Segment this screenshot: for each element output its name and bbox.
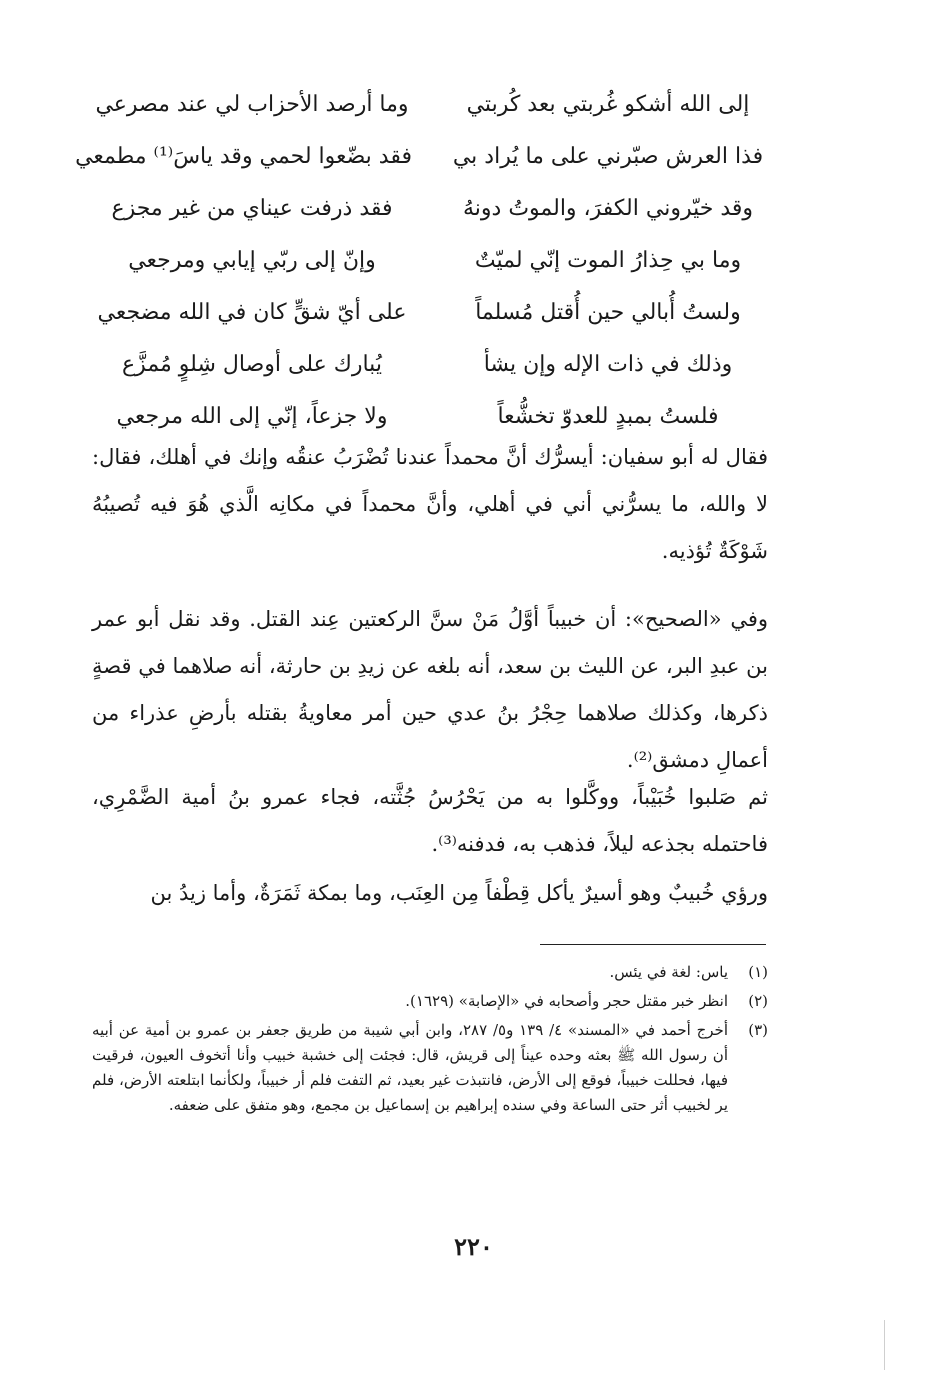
poem-verse <box>92 78 768 130</box>
poem-verse <box>92 286 768 338</box>
verse-first-hemistich: وذلك في ذات الإله وإن يشأ <box>483 351 733 377</box>
verse-second-hemistich: وما أرصد الأحزاب لي عند مصرعي <box>95 91 409 117</box>
footnote-text: انظر خبر مقتل حجر وأصحابه في «الإصابة» (١٦٢٩). <box>405 992 728 1010</box>
footnote-divider <box>540 944 766 945</box>
verse-second-hemistich: فقد ذرفت عيناي من غير مجزع <box>111 195 393 221</box>
footnote <box>92 989 768 1014</box>
verse-second-hemistich: ولا جزعاً، إنّي إلى الله مرجعي <box>116 403 388 429</box>
poem <box>75 78 768 442</box>
poem-verse <box>92 234 768 286</box>
footnote-number: (١) <box>748 963 768 981</box>
verse-second-hemistich: يُبارك على أوصال شِلوٍ مُمزَّع <box>122 351 382 377</box>
footnotes <box>92 960 768 1122</box>
paragraph-grapes: ورؤي خُبيبٌ وهو أسيرٌ يأكل قِطْفاً مِن العِنَب، وما بمكة ثَمَرَةٌ، وأما زيدُ بن <box>150 881 768 905</box>
footnote-number: (٣) <box>748 1021 768 1039</box>
poem-verse <box>75 130 768 182</box>
verse-second-hemistich: وإنّ إلى ربّي إيابي ومرجعي <box>128 247 376 273</box>
verse-first-hemistich: فذا العرش صبّرني على ما يُراد بي <box>452 143 764 169</box>
poem-verse <box>92 338 768 390</box>
footnote-text: أخرج أحمد في «المسند» ٤/ ١٣٩ و٥/ ٢٨٧، وابن أبي شيبة من طريق جعفر بن عمرو بن أمية عن أبيه أن رسول الله ﷺ بعثه وحده عيناً إلى قريش، قال: فجئت إلى خشبة خبيب وأنا أتخوف العيون، فرقيت فيها، فحللت خبيباً، فوقع إلى الأرض، فانتبذت غير بعيد، ثم التفت فلم أر خبيباً، ولكأنما ابتلعته الأرض، فلم ير لخبيب أثر حتى الساعة وفي سنده إبراهيم بن إسماعيل بن مجمع، وهو متفق على ضعفه. <box>92 1021 728 1114</box>
paragraph-crucifixion: ثم صَلبوا خُبَيْباً، ووكَّلوا به من يَحْرُسُ جُثَّته، فجاء عمرو بنُ أمية الضَّمْرِي، فاحتمله بجذعه ليلاً، فذهب به، فدفنه⁽³⁾. <box>92 785 768 856</box>
paragraph-sahih: وفي «الصحيح»: أن خبيباً أوَّلُ مَنْ سنَّ الركعتين عِند القتل. وقد نقل أبو عمر بن عبدِ البر، عن الليث بن سعد، أنه بلغه عن زيدِ بن حارثة، أنه صلاهما في قصةٍ ذكرها، وكذلك صلاهما حِجْرُ بنُ عدي حين أمر معاويةُ بقتله بأرضِ عذراء من أعمالِ دمشق⁽²⁾. <box>92 607 768 772</box>
verse-first-hemistich: فلستُ بمبدٍ للعدوّ تخشُّعاً <box>497 403 719 429</box>
verse-second-hemistich: فقد بضّعوا لحمي وقد ياسَ⁽¹⁾ مطمعي <box>75 143 412 169</box>
verse-first-hemistich: وما بي حِذارُ الموت إنّي لميّتٌ <box>474 247 742 273</box>
footnote-text: ياس: لغة في يئس. <box>609 963 728 981</box>
footnote-number: (٢) <box>748 992 768 1010</box>
poem-verse <box>92 182 768 234</box>
verse-first-hemistich: ولستُ أُبالي حين أُقتل مُسلماً <box>475 299 741 325</box>
footnote <box>92 1018 768 1118</box>
verse-second-hemistich: على أيّ شقٍّ كان في الله مضجعي <box>97 299 407 325</box>
verse-first-hemistich: وقد خيّروني الكفرَ، والموتُ دونهُ <box>462 195 754 221</box>
page-edge-mark <box>884 1320 885 1370</box>
verse-first-hemistich: إلى الله أشكو غُربتي بعد كُربتي <box>466 91 750 117</box>
page-number: ٢٢٠ <box>454 1232 493 1261</box>
paragraph-abu-sufyan: فقال له أبو سفيان: أيسرُّك أنَّ محمداً عندنا تُضْرَبُ عنقُه وإنك في أهلك، فقال: لا والله، ما يسرُّني أني في أهلي، وأنَّ محمداً في مكانِه الَّذي هُوَ فيه تُصيبُهُ شَوْكَةٌ تُؤذيه. <box>92 445 768 563</box>
footnote <box>92 960 768 985</box>
